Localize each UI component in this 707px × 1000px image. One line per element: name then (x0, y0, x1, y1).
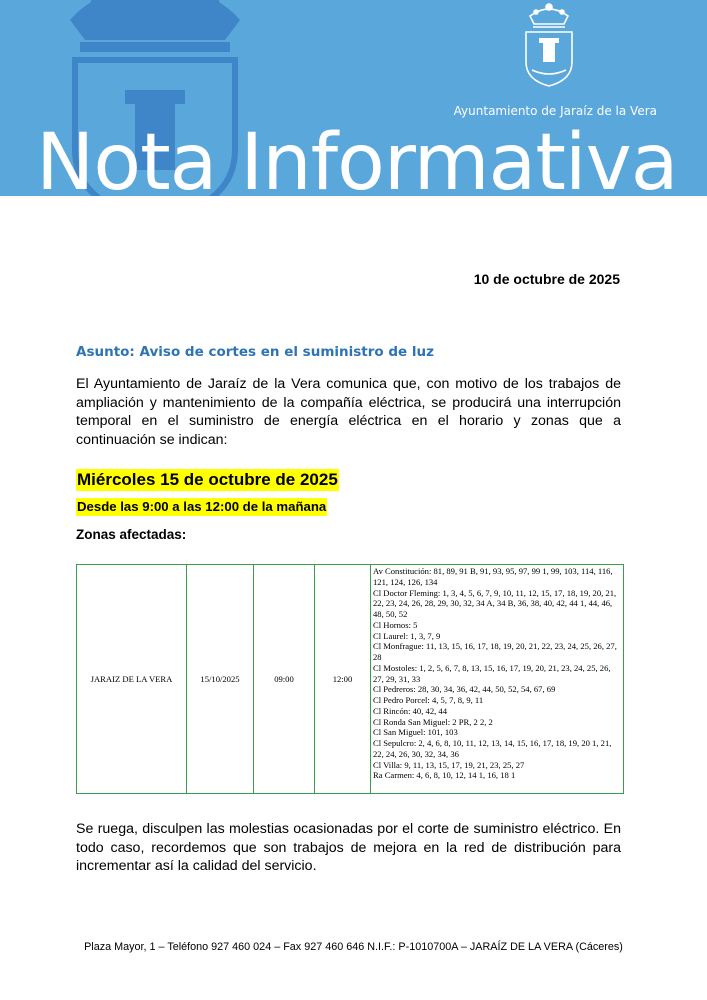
start-time-cell: 09:00 (254, 565, 315, 794)
outage-hours: Desde las 9:00 a las 12:00 de la mañana (77, 499, 327, 514)
date-cell: 15/10/2025 (187, 565, 254, 794)
organization-name: Ayuntamiento de Jaraíz de la Vera (453, 104, 657, 118)
closing-paragraph: Se ruega, disculpen las molestias ocasionadas por el corte de suministro eléctrico. En todo caso, recordemos que son trabajos de mejora en la red de distribución para incrementar así la calidad del servicio. (76, 821, 621, 874)
street-line: Cl San Miguel: 101, 103 (373, 727, 458, 738)
locality-cell: JARAIZ DE LA VERA (77, 565, 187, 794)
street-line: Cl Pedro Porcel: 4, 5, 7, 8, 9, 11 (373, 695, 484, 705)
street-line: Cl Pedreros: 28, 30, 34, 36, 42, 44, 50, 52, 54, 67, 69 (373, 684, 556, 695)
coat-of-arms-icon (518, 2, 580, 88)
document-title: Nota Informativa (36, 118, 678, 196)
street-line: Cl Laurel: 1, 3, 7, 9 (373, 630, 441, 641)
intro-paragraph: El Ayuntamiento de Jaraíz de la Vera comunica que, con motivo de los trabajos de ampliación y mantenimiento de la compañía eléctrica, se producirá una interrupción temporal en el suministro de energía eléctrica en el horario y zonas que a continuación se indican: (76, 376, 621, 448)
outage-table (76, 564, 624, 794)
street-line: Cl Monfrague: 11, 13, 15, 16, 17, 18, 19, 20, 21, 22, 23, 24, 25, 26, 27, 28 (373, 641, 617, 662)
end-time-cell: 12:00 (315, 565, 371, 794)
table-row (77, 565, 624, 794)
street-line: Cl Ronda San Miguel: 2 PR, 2 2, 2 (373, 716, 493, 727)
street-line: Cl Hornos: 5 (373, 619, 418, 630)
street-line: Cl Sepulcro: 2, 4, 6, 8, 10, 11, 12, 13, 14, 15, 16, 17, 18, 19, 20 1, 21, 22, 24, 26, 30, 32, 34, 36 (373, 738, 612, 759)
street-line: Av Constitución: 81, 89, 91 B, 91, 93, 95, 97, 99 1, 99, 103, 114, 116, 121, 124, 126, 134 (373, 566, 613, 587)
street-line: Cl Doctor Fleming: 1, 3, 4, 5, 6, 7, 9, 10, 11, 12, 15, 17, 18, 19, 20, 21, 22, 23, 24, 26, 28, 29, 30, 32, 34 A, 34 B, 36, 38, 40, 42, 44 1, 44, 46, 48, 50, 52 (373, 587, 617, 619)
zones-label: Zonas afectadas: (76, 527, 187, 542)
outage-day: Miércoles 15 de octubre de 2025 (77, 470, 338, 489)
document-date: 10 de octubre de 2025 (473, 271, 620, 287)
street-line: Cl Villa: 9, 11, 13, 15, 17, 19, 21, 23, 25, 27 (373, 759, 525, 770)
street-line: Cl Rincón: 40, 42, 44 (373, 705, 448, 716)
footer-contact: Plaza Mayor, 1 – Teléfono 927 460 024 – Fax 927 460 646 N.I.F.: P-1010700A – JARAÍZ DE LA VERA (Cáceres) (84, 941, 623, 953)
street-line: Ra Carmen: 4, 6, 8, 10, 12, 14 1, 16, 18 1 (373, 770, 516, 781)
header-banner (0, 0, 707, 196)
streets-cell (371, 565, 624, 794)
subject-heading: Asunto: Aviso de cortes en el suministro de luz (76, 344, 435, 360)
street-line: Cl Mostoles: 1, 2, 5, 6, 7, 8, 13, 15, 16, 17, 19, 20, 21, 23, 24, 25, 26, 27, 29, 31, 33 (373, 662, 611, 684)
